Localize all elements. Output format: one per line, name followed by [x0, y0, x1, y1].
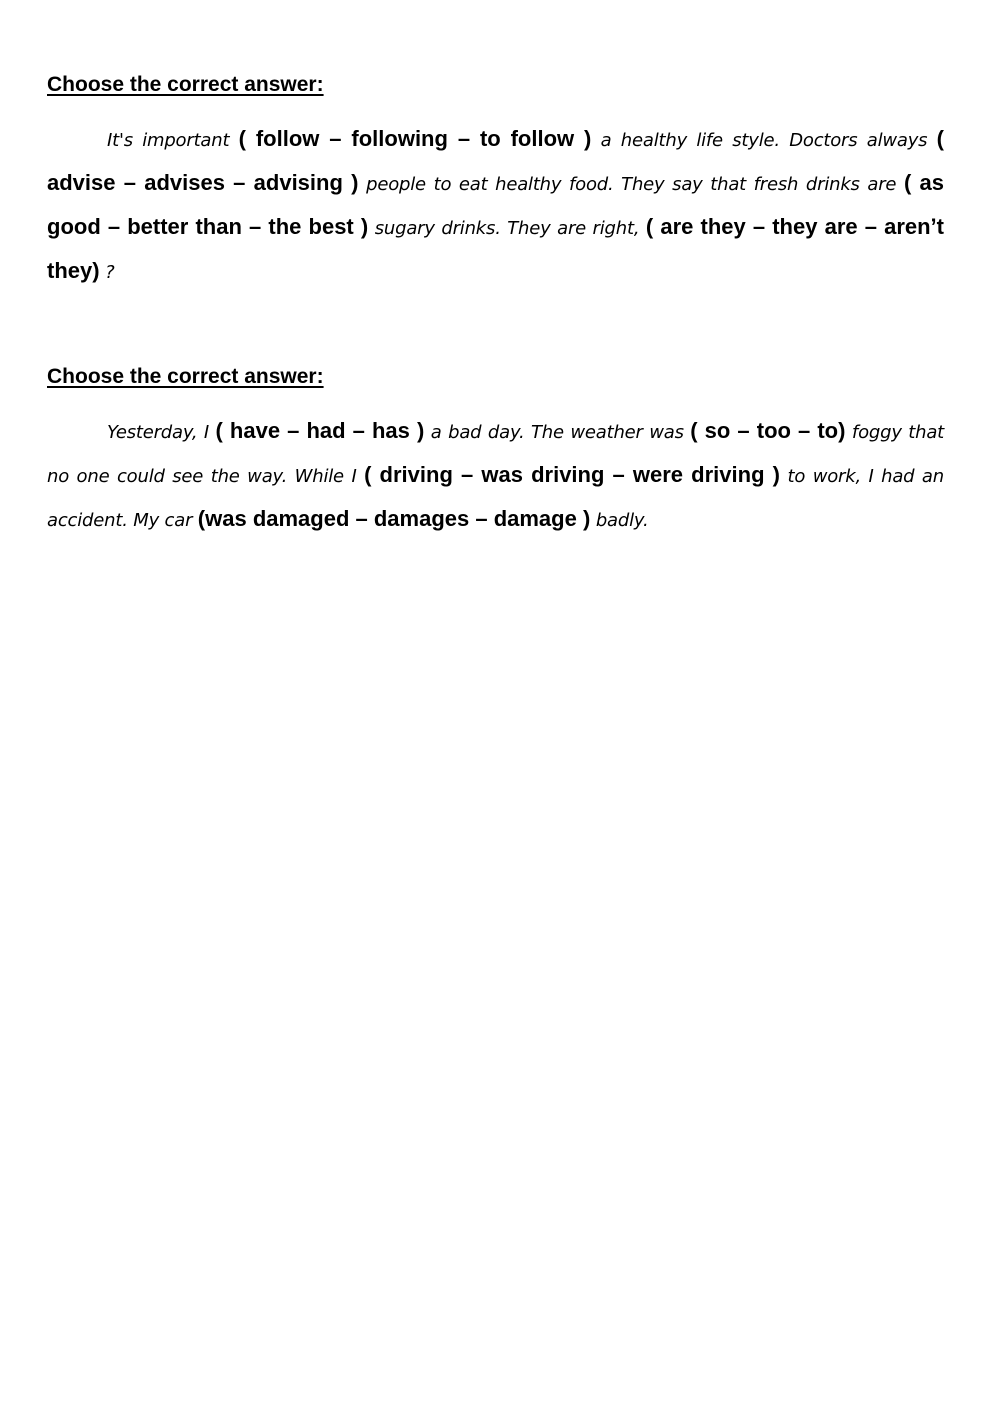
passage-text: ? [99, 262, 115, 283]
exercise-paragraph [47, 118, 944, 294]
answer-choices: ( so – too – to) [690, 418, 846, 443]
passage-text: sugary drinks. They are right, [368, 218, 646, 239]
answer-choices: ( follow – following – to follow ) [238, 126, 592, 151]
answer-choices: ( are they – they are – aren’t they) [47, 214, 944, 283]
passage-text: badly. [590, 510, 649, 531]
passage-text: foggy that no one could see the way. While I [47, 422, 945, 487]
exercise-paragraph [47, 410, 944, 542]
passage-text: a healthy life style. Doctors always [591, 130, 937, 151]
passage-text: Yesterday, I [107, 422, 216, 443]
answer-choices: (was damaged – damages – damage ) [197, 506, 591, 531]
exercise-section-1 [47, 68, 944, 294]
section-heading: Choose the correct answer: [47, 365, 324, 388]
answer-choices: ( driving – was driving – were driving ) [364, 462, 780, 487]
worksheet-page [47, 68, 944, 542]
answer-choices: ( have – had – has ) [215, 418, 425, 443]
passage-text: to work, I had an accident. My car [47, 466, 944, 531]
answer-choices: ( advise – advises – advising ) [47, 126, 944, 195]
passage-text: people to eat healthy food. They say that fresh drinks are [358, 174, 904, 195]
answer-choices: ( as good – better than – the best ) [47, 170, 944, 239]
exercise-section-2 [47, 360, 944, 542]
passage-text: It's important [107, 130, 239, 151]
section-heading: Choose the correct answer: [47, 73, 324, 96]
passage-text: a bad day. The weather was [424, 422, 691, 443]
